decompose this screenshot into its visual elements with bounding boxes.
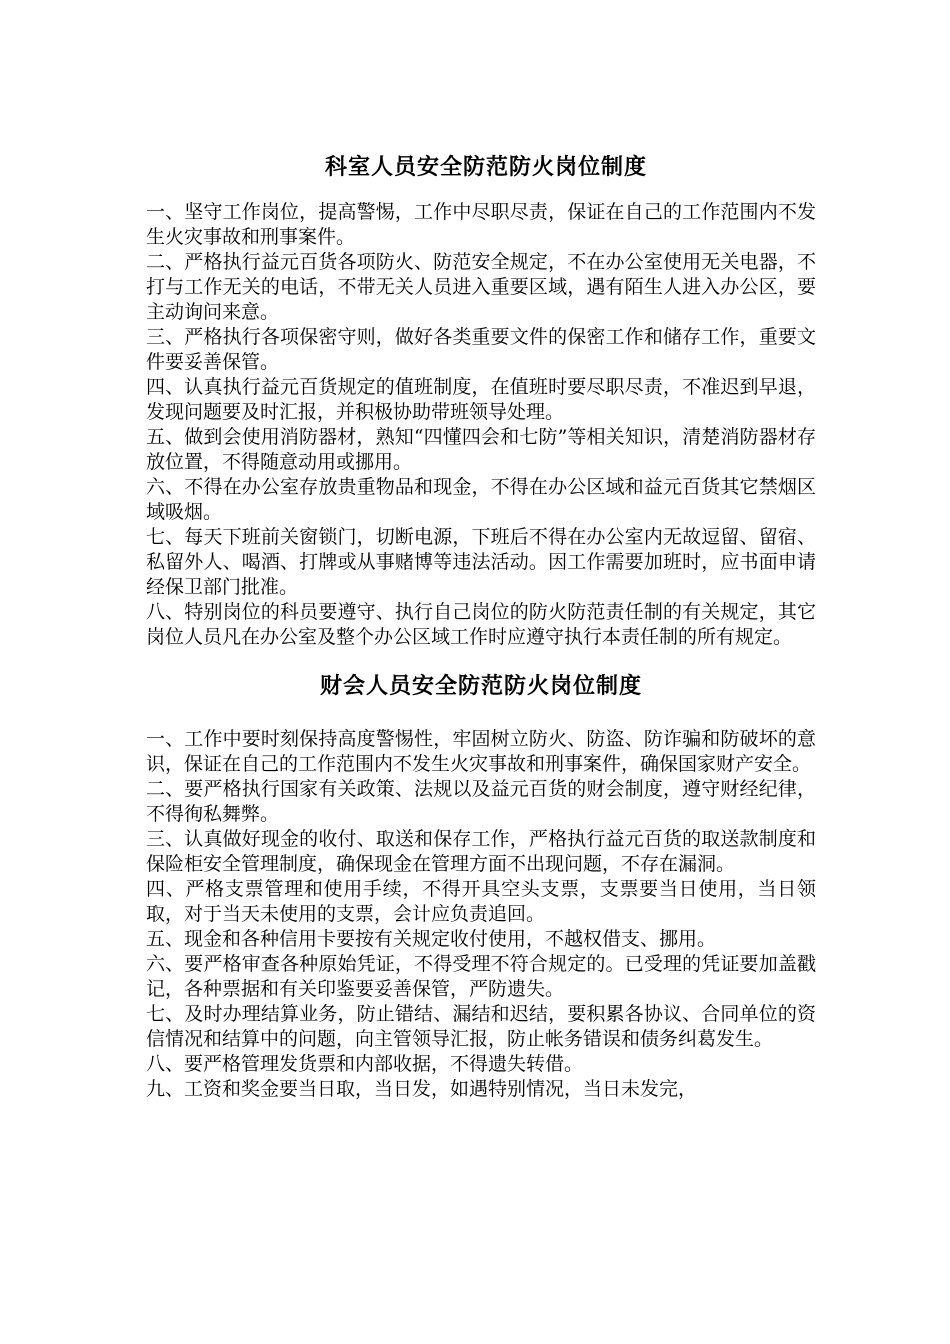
rule-item: 一、坚守工作岗位，提高警惕，工作中尽职尽责，保证在自己的工作范围内不发生火灾事故和刑事案件。: [146, 201, 816, 248]
rule-item: 八、特别岗位的科员要遵守、执行自己岗位的防火防范责任制的有关规定，其它岗位人员凡在办公室及整个办公区域工作时应遵守执行本责任制的所有规定。: [146, 601, 816, 648]
rule-item: 一、工作中要时刻保持高度警惕性，牢固树立防火、防盗、防诈骗和防破坏的意识，保证在自己的工作范围内不发生火灾事故和刑事案件，确保国家财产安全。: [146, 728, 816, 775]
rule-item: 四、认真执行益元百货规定的值班制度，在值班时要尽职尽责，不准迟到早退，发现问题要及时汇报，并积极协助带班领导处理。: [146, 376, 816, 423]
rule-item: 三、认真做好现金的收付、取送和保存工作，严格执行益元百货的取送款制度和保险柜安全管理制度，确保现金在管理方面不出现问题，不存在漏洞。: [146, 828, 816, 875]
rule-item: 八、要严格管理发货票和内部收据，不得遗失转借。: [146, 1053, 584, 1075]
rule-item: 六、要严格审查各种原始凭证，不得受理不符合规定的。已受理的凭证要加盖戳记，各种票据和有关印鉴要妥善保管，严防遗失。: [146, 953, 816, 1000]
rule-item: 七、及时办理结算业务，防止错结、漏结和迟结，要积累各协议、合同单位的资信情况和结算中的问题，向主管领导汇报，防止帐务错误和债务纠葛发生。: [146, 1003, 816, 1050]
document-page: [146, 150, 816, 1102]
rule-item: 二、要严格执行国家有关政策、法规以及益元百货的财会制度，遵守财经纪律，不得徇私舞弊。: [146, 778, 816, 825]
rule-item: 四、严格支票管理和使用手续，不得开具空头支票，支票要当日使用，当日领取，对于当天未使用的支票，会计应负责追回。: [146, 878, 816, 925]
rule-item: 三、严格执行各项保密守则，做好各类重要文件的保密工作和储存工作，重要文件要妥善保管。: [146, 326, 816, 373]
rule-item: 五、现金和各种信用卡要按有关规定收付使用，不越权借支、挪用。: [146, 928, 717, 950]
section-body-finance: [146, 727, 816, 1102]
rule-item: 六、不得在办公室存放贵重物品和现金，不得在办公区域和益元百货其它禁烟区域吸烟。: [146, 476, 816, 523]
rule-item: 五、做到会使用消防器材，熟知“四懂四会和七防”等相关知识，清楚消防器材存放位置，不得随意动用或挪用。: [146, 426, 816, 473]
section-body-staff: [146, 200, 816, 650]
rule-item: 二、严格执行益元百货各项防火、防范安全规定，不在办公室使用无关电器，不打与工作无关的电话，不带无关人员进入重要区域，遇有陌生人进入办公区，要主动询问来意。: [146, 251, 816, 323]
rule-item: 九、工资和奖金要当日取，当日发，如遇特别情况，当日未发完，: [146, 1078, 698, 1100]
section-title-finance: 财会人员安全防范防火岗位制度: [319, 673, 642, 699]
section-title-staff: 科室人员安全防范防火岗位制度: [324, 154, 647, 180]
rule-item: 七、每天下班前关窗锁门，切断电源，下班后不得在办公室内无故逗留、留宿、私留外人、喝酒、打牌或从事赌博等违法活动。因工作需要加班时，应书面申请经保卫部门批准。: [146, 526, 816, 598]
